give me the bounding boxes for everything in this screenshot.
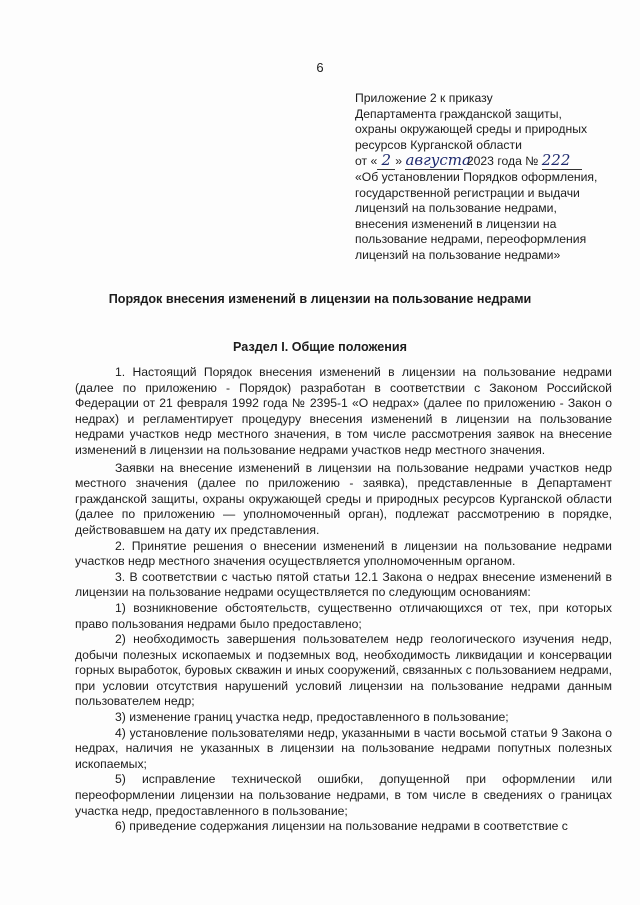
handwritten-month: августа — [405, 151, 471, 170]
paragraph: 2) необходимость завершения пользователем недр геологического изучения недр, добычи полезных ископаемых и подземных вод, необходимость ликвидации и консервации горных выработок, буровых скважин и иных сооружений, связанных с пользованием недрами, при условии отсутствия нарушений условий лицензии на пользование недрами данным пользователем недр; — [75, 632, 612, 709]
page-number: 6 — [316, 60, 324, 75]
paragraph: 6) приведение содержания лицензии на пользование недрами в соответствие с — [115, 819, 568, 834]
paragraph: 1) возникновение обстоятельств, существенно отличающихся от тех, при которых право пользования недрами было предоставлено; — [75, 600, 612, 631]
appendix-subject-line: лицензий на пользование недрами, — [355, 201, 557, 216]
paragraph: 4) установление пользователями недр, указанными в части восьмой статьи 9 Закона о недрах, наличия не указанных в лицензии на пользование недрами попутных полезных ископаемых; — [75, 725, 612, 771]
date-year: 2023 года № — [466, 154, 539, 169]
appendix-subject-line: государственной регистрации и выдачи — [355, 185, 580, 200]
date-mid: » — [395, 154, 403, 169]
handwritten-order-number: 222 — [542, 153, 582, 170]
section-title: Раздел I. Общие положения — [233, 340, 407, 354]
paragraph: Заявки на внесение изменений в лицензии на пользование недрами участков недр местного значения (далее по приложению - заявка), представленные в Департамент гражданской защиты, охраны окружающей среды и природных ресурсов Курганской области (далее по приложению — уполномоченный орган), подлежат рассмотрению в порядке, действовавшем на дату их представления. — [75, 460, 612, 537]
appendix-subject-line: внесения изменений в лицензии на — [355, 216, 557, 231]
handwritten-day: 2 — [377, 153, 395, 170]
appendix-subject-line: «Об установлении Порядков оформления, — [355, 169, 598, 184]
paragraph: 3. В соответствии с частью пятой статьи 12.1 Закона о недрах внесение изменений в лицензии на пользование недрами осуществляется по следующим основаниям: — [75, 569, 612, 600]
appendix-line: Приложение 2 к приказу — [355, 91, 493, 105]
appendix-line: Департамента гражданской защиты, — [355, 106, 562, 121]
appendix-subject-line: пользование недрами, переоформления — [355, 232, 587, 247]
paragraph: 2. Принятие решения о внесении изменений в лицензии на пользование недрами участков недр местного значения осуществляется уполномоченным органом. — [75, 538, 612, 569]
order-date-line — [355, 153, 625, 170]
appendix-subject-line: лицензий на пользование недрами» — [355, 247, 561, 262]
document-title: Порядок внесения изменений в лицензии на пользование недрами — [108, 292, 532, 306]
date-prefix: от « — [355, 154, 378, 169]
paragraph: 3) изменение границ участка недр, предоставленного в пользование; — [115, 710, 509, 725]
appendix-header — [355, 91, 625, 264]
appendix-line: охраны окружающей среды и природных — [355, 122, 588, 137]
appendix-line: ресурсов Курганской области — [355, 137, 522, 152]
paragraph: 1. Настоящий Порядок внесения изменений в лицензии на пользование недрами (далее по приложению - Порядок) разработан в соответствии с Законом Российской Федерации от 21 февраля 1992 года № 2395-1 «О недрах» (далее по приложению - Закон о недрах) и регламентирует процедуру внесения изменений в лицензии на пользование недрами участков недр местного значения, в том числе рассмотрения заявок на внесение изменений в лицензии на пользование недрами участков недр местного значения. — [75, 365, 612, 457]
document-body — [75, 365, 612, 835]
paragraph: 5) исправление технической ошибки, допущенной при оформлении или переоформлении лицензии на пользование недрами, в том числе в сведениях о границах участка недр, предоставленного в пользование; — [75, 772, 612, 818]
